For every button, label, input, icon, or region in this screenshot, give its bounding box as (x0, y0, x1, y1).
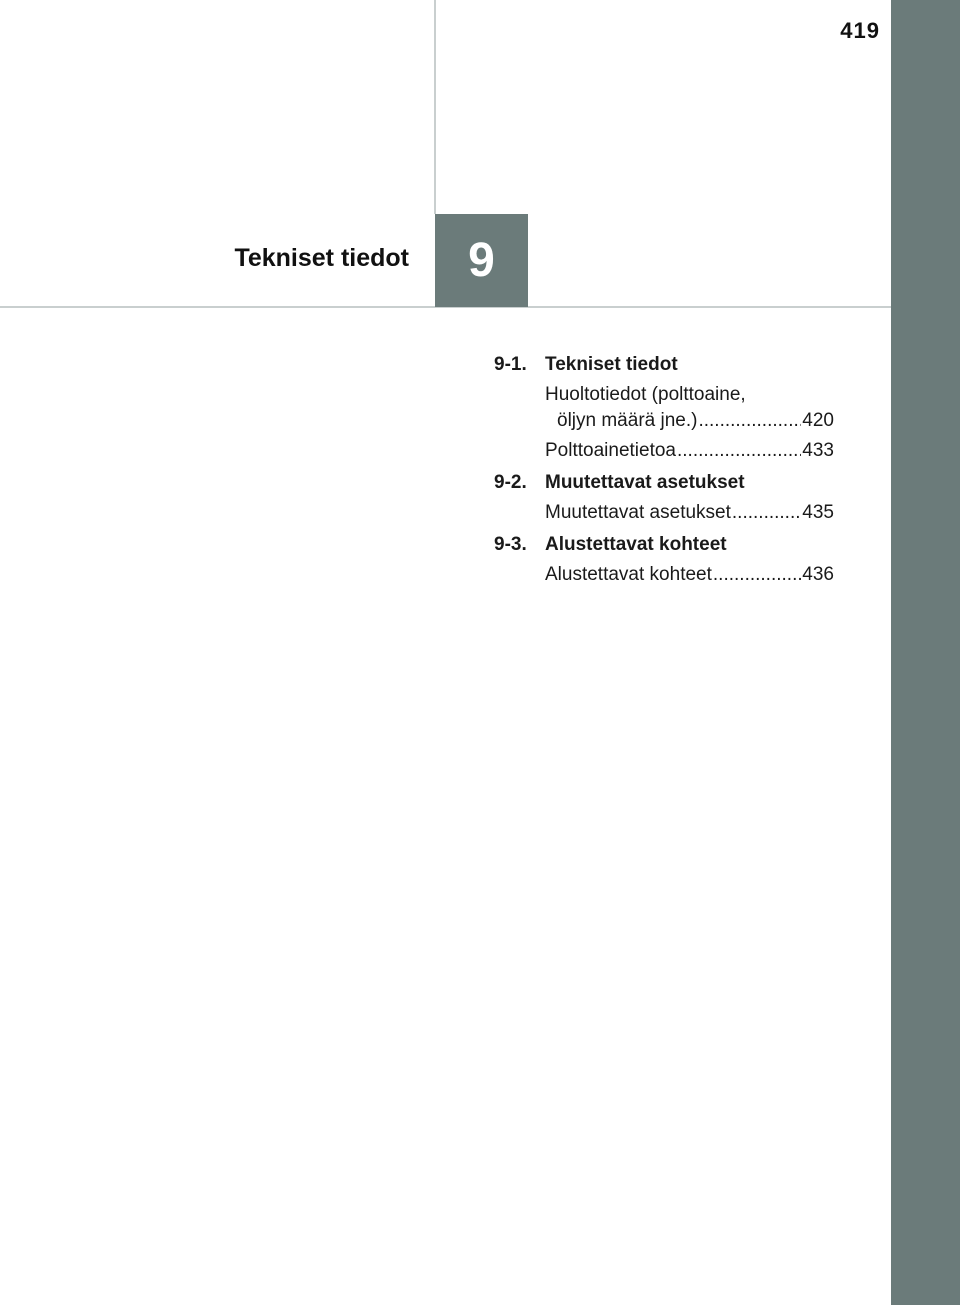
dot-leader (713, 562, 801, 588)
toc-section-9-2[interactable] (494, 470, 834, 496)
chapter-title: Tekniset tiedot (234, 244, 409, 272)
section-number: 9-1. (494, 354, 527, 375)
table-of-contents (494, 352, 834, 588)
toc-entry-page: 420 (802, 410, 834, 431)
section-number: 9-3. (494, 534, 527, 555)
toc-entry-page: 433 (802, 440, 834, 461)
toc-section-9-3[interactable] (494, 532, 834, 558)
toc-entry-text: Polttoainetietoa (545, 440, 676, 461)
section-title: Alustettavat kohteet (545, 534, 727, 555)
vertical-divider (434, 0, 436, 214)
toc-entry[interactable] (545, 500, 834, 526)
toc-entry-page: 436 (802, 564, 834, 585)
toc-entry-text: Muutettavat asetukset (545, 502, 731, 523)
toc-entry-page: 435 (802, 502, 834, 523)
toc-section-9-1[interactable] (494, 352, 834, 378)
page-number: 419 (840, 18, 880, 43)
toc-entry[interactable] (545, 562, 834, 588)
dot-leader (732, 500, 801, 526)
section-number: 9-2. (494, 472, 527, 493)
toc-entry[interactable] (545, 408, 834, 434)
toc-entry-line[interactable]: Huoltotiedot (polttoaine, (545, 384, 746, 405)
dot-leader (677, 438, 801, 464)
chapter-side-tab (891, 0, 960, 1305)
chapter-number-box (435, 214, 528, 307)
toc-entry-text: öljyn määrä jne.) (557, 410, 698, 431)
toc-entry-text: Alustettavat kohteet (545, 564, 712, 585)
chapter-number: 9 (468, 234, 495, 287)
dot-leader (698, 408, 801, 434)
section-title: Muutettavat asetukset (545, 472, 745, 493)
toc-entry[interactable] (545, 438, 834, 464)
section-title: Tekniset tiedot (545, 354, 678, 375)
